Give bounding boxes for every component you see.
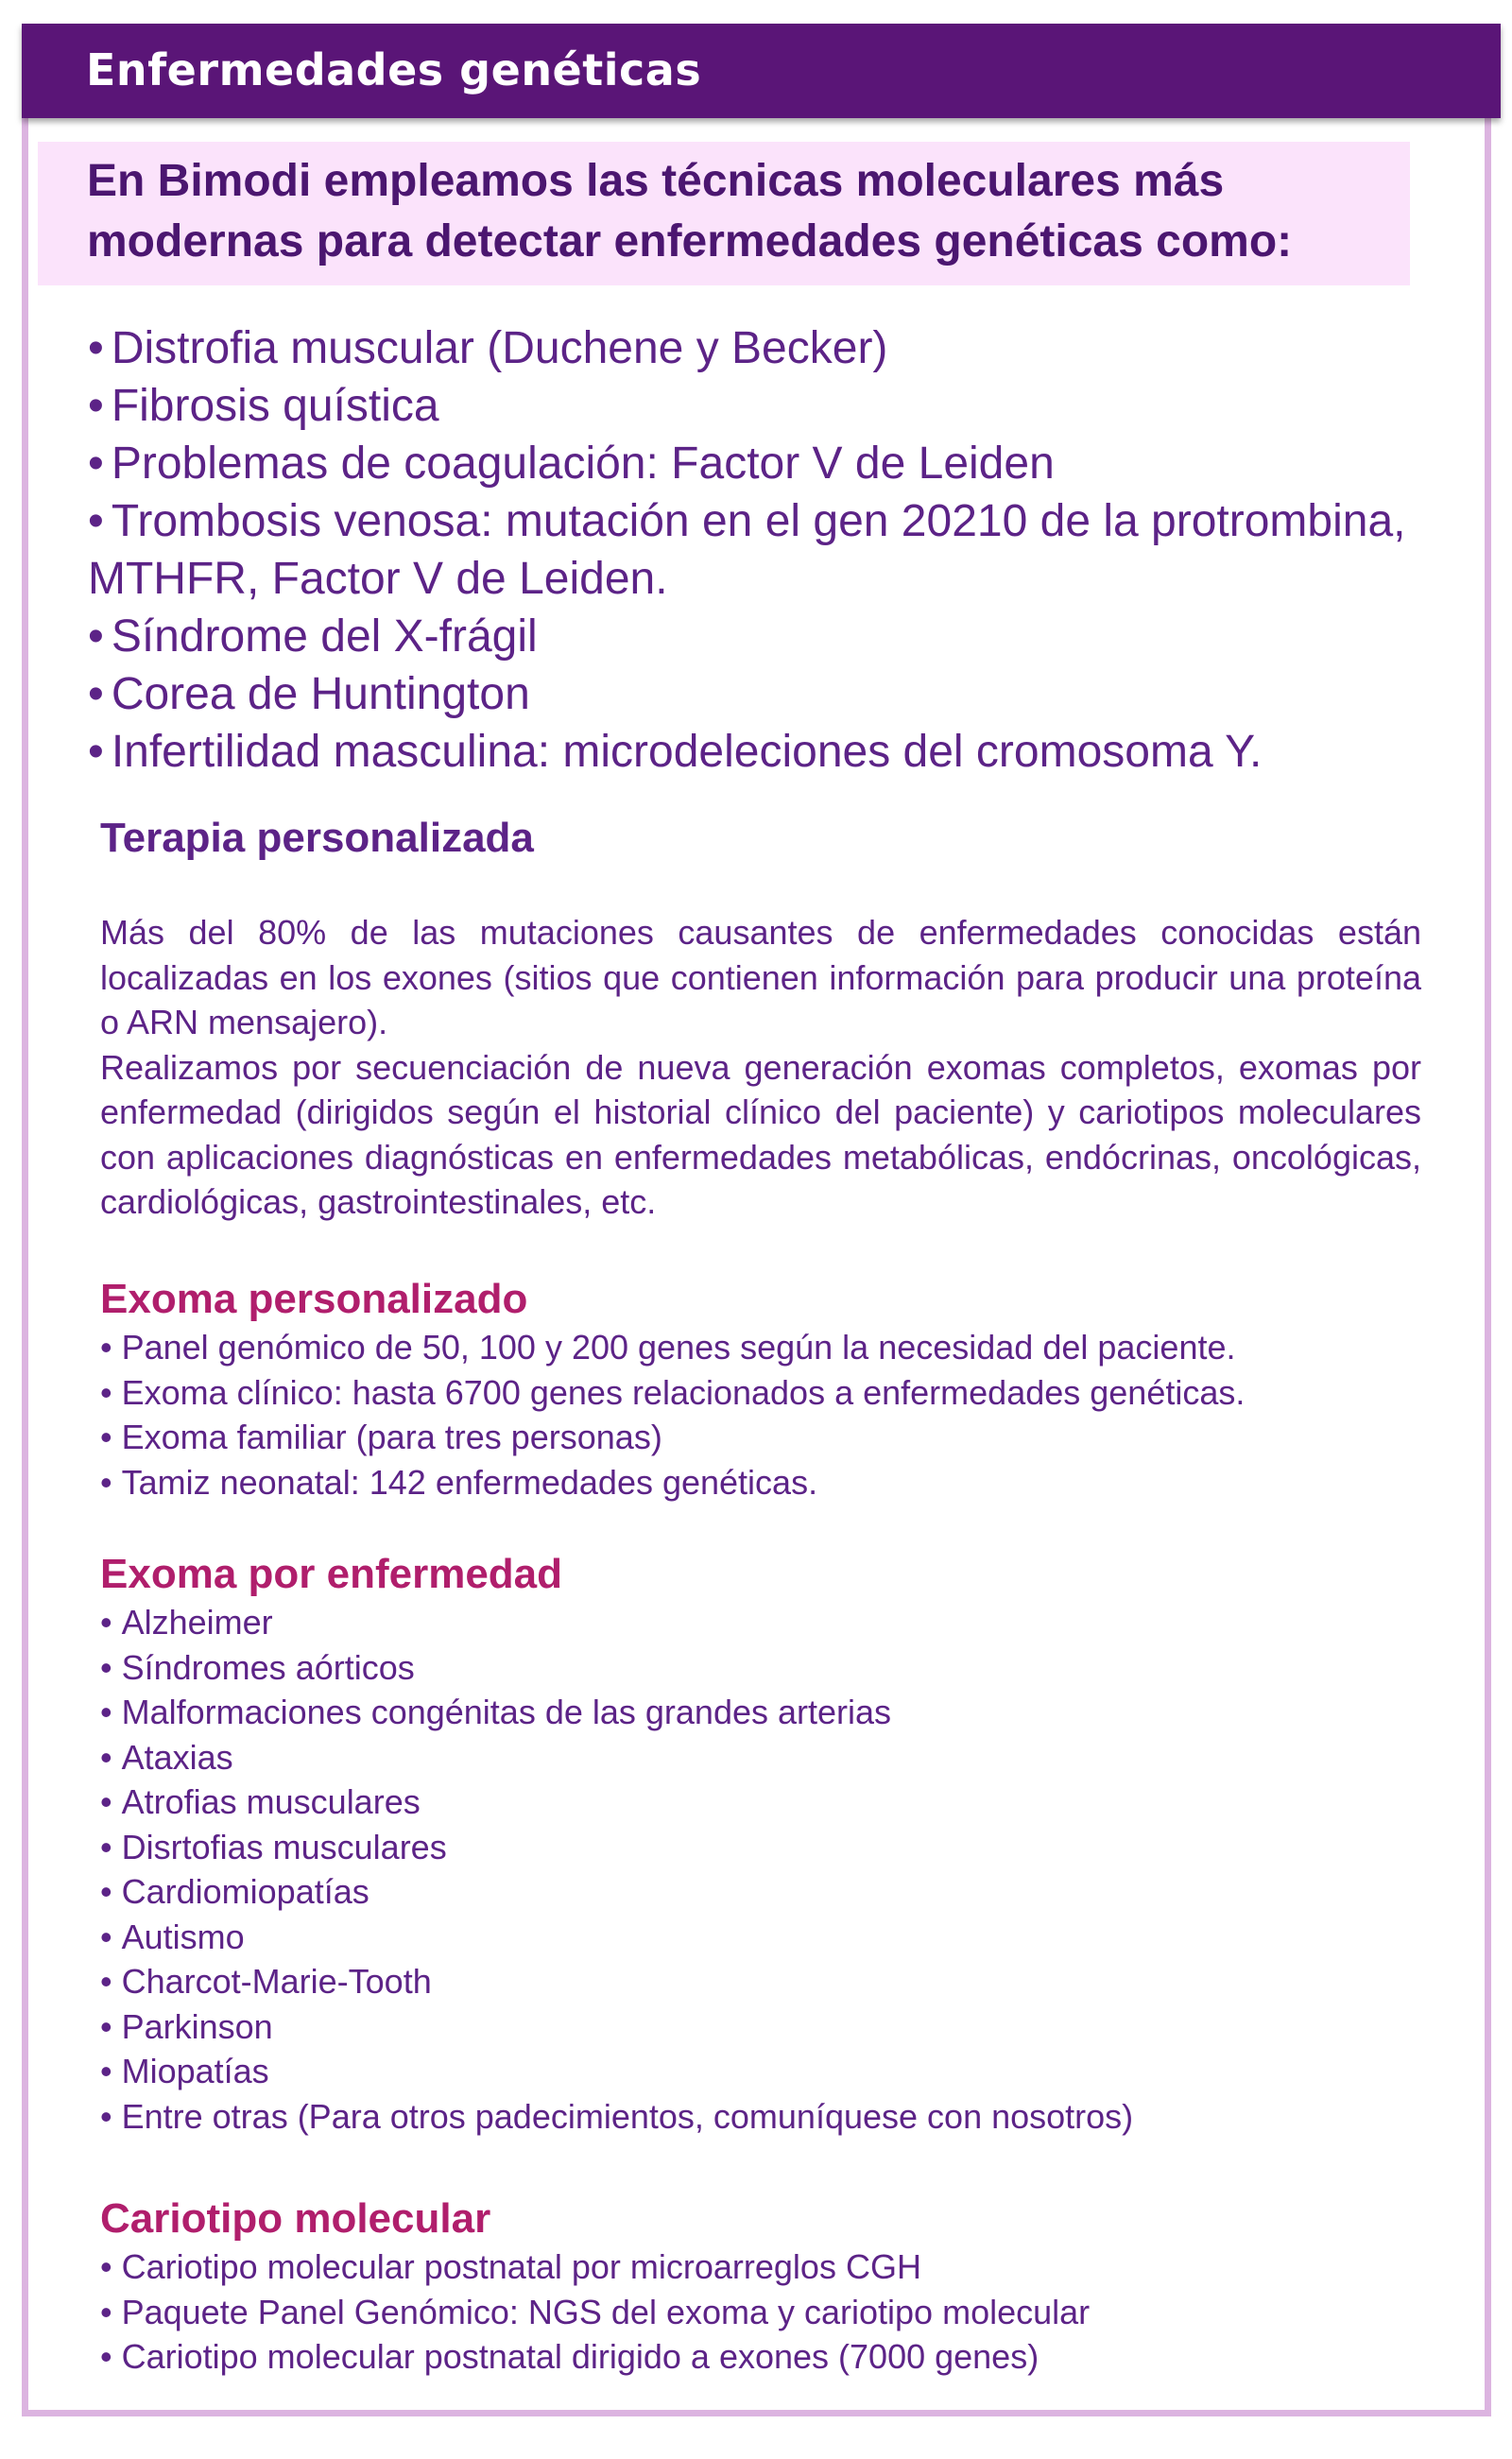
list-item: • Distrofia muscular (Duchene y Becker): [88, 319, 1430, 377]
list-item: • Síndrome del X-frágil: [88, 608, 1430, 665]
list-item: • Síndromes aórticos: [100, 1645, 1442, 1691]
exoma-enfermedad-title: Exoma por enfermedad: [100, 1551, 563, 1597]
list-item: • Disrtofias musculares: [100, 1825, 1442, 1870]
exoma-personalizado-list: [100, 1325, 1442, 1505]
therapy-paragraphs: [100, 910, 1421, 1225]
list-item: • Cariotipo molecular postnatal dirigido a exones (7000 genes): [100, 2334, 1442, 2380]
intro-text: En Bimodi empleamos las técnicas moleculares más modernas para detectar enfermedades genéticas como:: [87, 156, 1293, 267]
list-item: • Alzheimer: [100, 1600, 1442, 1645]
list-item: • Problemas de coagulación: Factor V de Leiden: [88, 435, 1430, 492]
page-title: Enfermedades genéticas: [86, 44, 702, 95]
therapy-paragraph-2: Realizamos por secuenciación de nueva generación exomas completos, exomas por enfermedad (dirigidos según el historial clínico del paciente) y cariotipos moleculares con aplicaciones diagnósticas en enfermedades metabólicas, endócrinas, oncológicas, cardiológicas, gastrointestinales, etc.: [100, 1047, 1421, 1221]
list-item: • Infertilidad masculina: microdeleciones del cromosoma Y.: [88, 723, 1430, 781]
therapy-title: Terapia personalizada: [100, 815, 534, 861]
list-item: • Cariotipo molecular postnatal por microarreglos CGH: [100, 2244, 1442, 2290]
list-item: • Corea de Huntington: [88, 665, 1430, 723]
list-item: • Parkinson: [100, 2004, 1442, 2050]
exoma-personalizado-title: Exoma personalizado: [100, 1276, 528, 1322]
list-item: • Entre otras (Para otros padecimientos, comuníquese con nosotros): [100, 2094, 1442, 2140]
list-item: • Paquete Panel Genómico: NGS del exoma y cariotipo molecular: [100, 2290, 1442, 2335]
list-item: • Miopatías: [100, 2049, 1442, 2094]
list-item: • Ataxias: [100, 1735, 1442, 1780]
list-item: • Cardiomiopatías: [100, 1869, 1442, 1915]
list-item: • Trombosis venosa: mutación en el gen 20210 de la protrombina, MTHFR, Factor V de Leiden.: [88, 492, 1430, 608]
header-bar: [22, 24, 1501, 118]
cariotipo-list: [100, 2244, 1442, 2380]
list-item: • Exoma familiar (para tres personas): [100, 1415, 1442, 1460]
list-item: • Panel genómico de 50, 100 y 200 genes según la necesidad del paciente.: [100, 1325, 1442, 1370]
therapy-paragraph-1: Más del 80% de las mutaciones causantes de enfermedades conocidas están localizadas en los exones (sitios que contienen información para producir una proteína o ARN mensajero).: [100, 913, 1421, 1041]
disease-list: [88, 319, 1430, 781]
list-item: • Atrofias musculares: [100, 1780, 1442, 1825]
intro-box: [38, 142, 1410, 285]
cariotipo-title: Cariotipo molecular: [100, 2195, 491, 2242]
list-item: • Fibrosis quística: [88, 377, 1430, 435]
list-item: • Malformaciones congénitas de las grandes arterias: [100, 1690, 1442, 1735]
list-item: • Tamiz neonatal: 142 enfermedades genéticas.: [100, 1460, 1442, 1505]
list-item: • Exoma clínico: hasta 6700 genes relacionados a enfermedades genéticas.: [100, 1370, 1442, 1416]
list-item: • Autismo: [100, 1915, 1442, 1960]
list-item: • Charcot-Marie-Tooth: [100, 1959, 1442, 2004]
exoma-enfermedad-list: [100, 1600, 1442, 2139]
